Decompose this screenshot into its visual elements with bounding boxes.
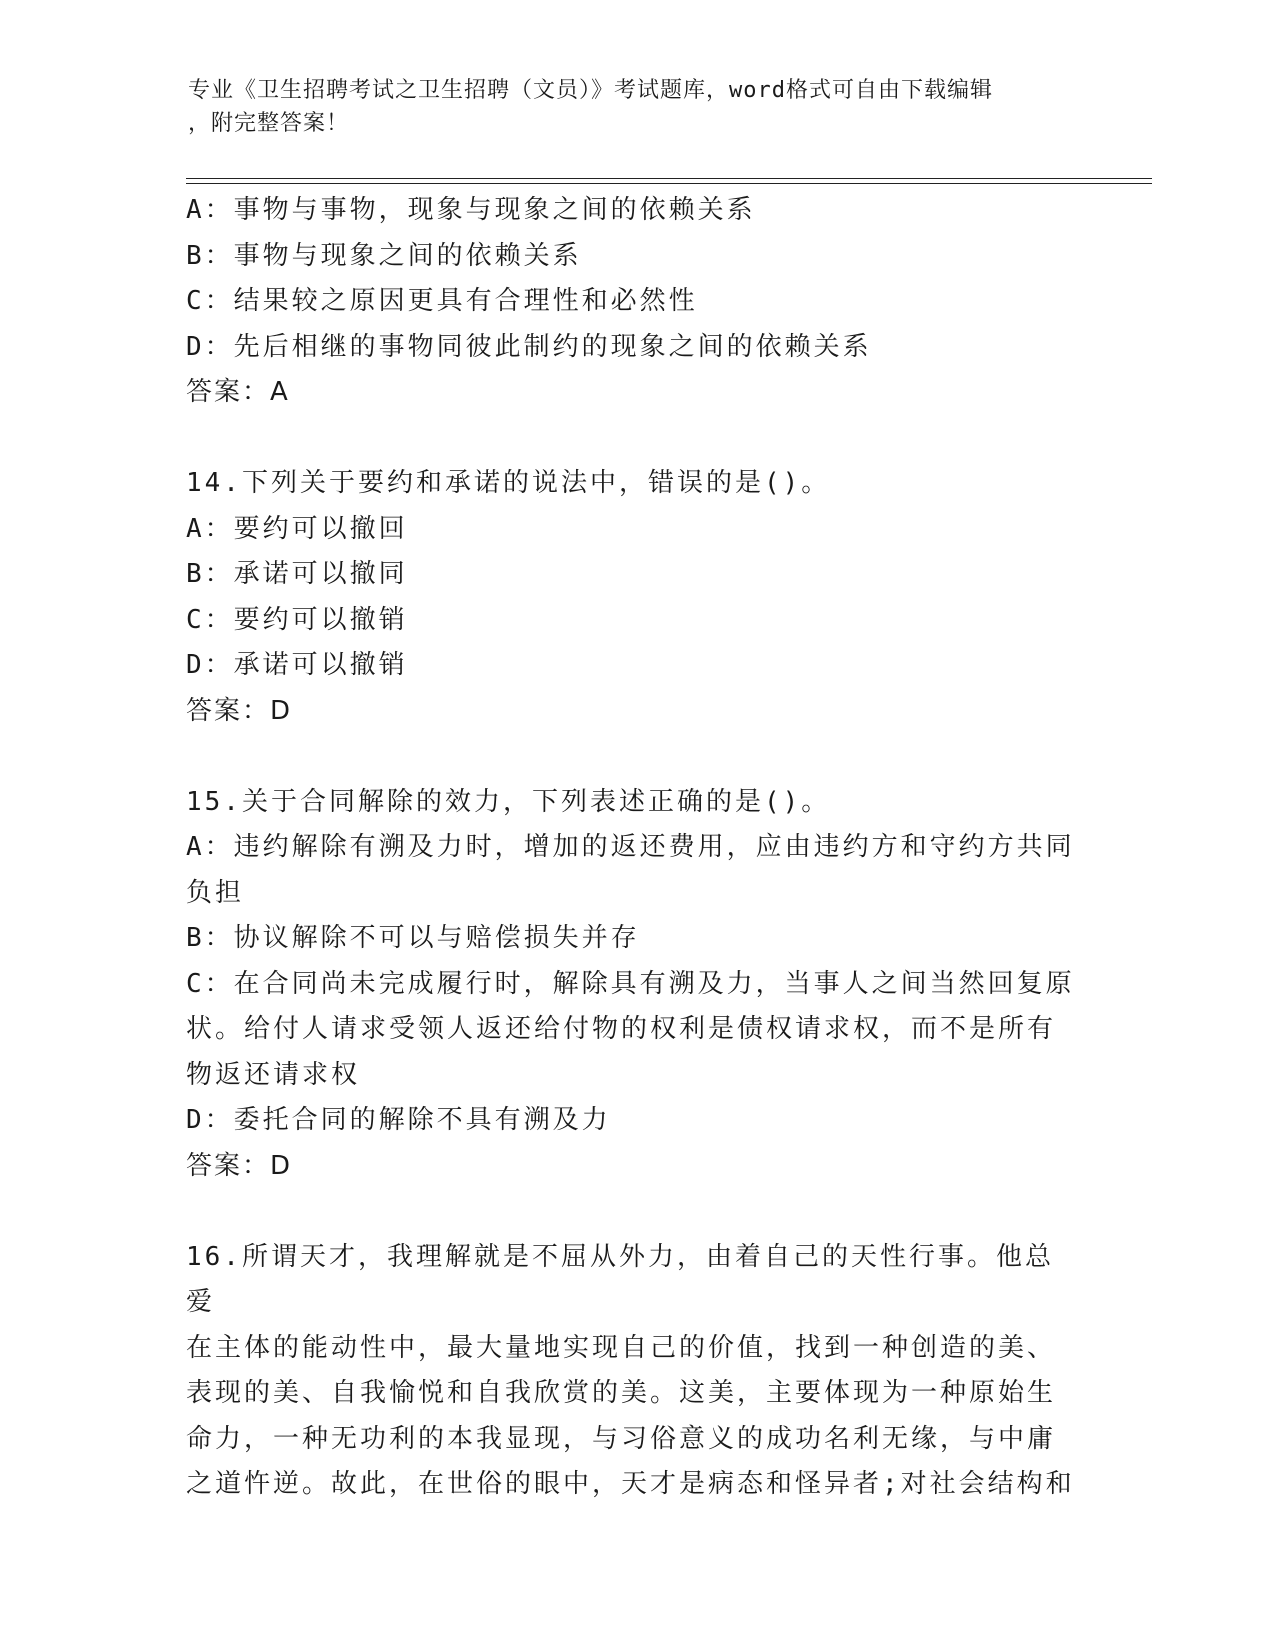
option-b: B：承诺可以撤同 [186, 559, 408, 589]
answer: 答案：D [186, 695, 293, 726]
answer: 答案：A [186, 377, 290, 407]
option-d: D：承诺可以撤销 [186, 650, 408, 680]
header-line-1: 专业《卫生招聘考试之卫生招聘（文员）》考试题库，word格式可自由下载编辑 [188, 78, 993, 103]
option-a-line-2: 负担 [186, 877, 245, 908]
option-a: A：要约可以撤回 [186, 513, 408, 544]
question-text-line-2: 在主体的能动性中，最大量地实现自己的价值，找到一种创造的美、 [186, 1332, 1057, 1363]
question-text-line-3: 表现的美、自我愉悦和自我欣赏的美。这美，主要体现为一种原始生 [186, 1378, 1057, 1408]
spacer [186, 734, 1076, 780]
question-14 [186, 461, 1076, 734]
question-text-line-1: 16.所谓天才，我理解就是不屈从外力，由着自己的天性行事。他总爱 [186, 1241, 1054, 1317]
option-c: C：结果较之原因更具有合理性和必然性 [186, 286, 698, 316]
question-15 [186, 780, 1076, 1190]
option-d: D：先后相继的事物同彼此制约的现象之间的依赖关系 [186, 331, 872, 362]
document-body [186, 188, 1076, 1508]
question-text-line-5: 之道忤逆。故此，在世俗的眼中，天才是病态和怪异者;对社会结构和 [186, 1469, 1075, 1499]
option-c-line-3: 物返还请求权 [186, 1059, 361, 1090]
question-text-line-4: 命力，一种无功利的本我显现，与习俗意义的成功名利无缘，与中庸 [186, 1423, 1057, 1454]
question-text: 15.关于合同解除的效力，下列表述正确的是()。 [186, 786, 831, 817]
question-16 [186, 1235, 1076, 1508]
document-header [188, 74, 1068, 140]
question-text: 14.下列关于要约和承诺的说法中，错误的是()。 [186, 468, 831, 498]
option-b: B：事物与现象之间的依赖关系 [186, 240, 582, 271]
question-13-options [186, 188, 1076, 416]
option-c: C：要约可以撤销 [186, 604, 408, 635]
header-line-2: ，附完整答案！ [188, 111, 350, 136]
spacer [186, 1189, 1076, 1235]
option-c-line-1: C：在合同尚未完成履行时，解除具有溯及力，当事人之间当然回复原 [186, 968, 1075, 999]
option-a: A：事物与事物，现象与现象之间的依赖关系 [186, 195, 756, 225]
option-c-line-2: 状。给付人请求受领人返还给付物的权利是债权请求权，而不是所有 [186, 1014, 1057, 1044]
header-divider-top [186, 178, 1152, 179]
option-b: B：协议解除不可以与赔偿损失并存 [186, 923, 640, 953]
option-d: D：委托合同的解除不具有溯及力 [186, 1105, 611, 1135]
spacer [186, 416, 1076, 462]
header-divider-bottom [186, 183, 1152, 184]
option-a-line-1: A：违约解除有溯及力时，增加的返还费用，应由违约方和守约方共同 [186, 832, 1075, 862]
answer: 答案：D [186, 1150, 293, 1181]
